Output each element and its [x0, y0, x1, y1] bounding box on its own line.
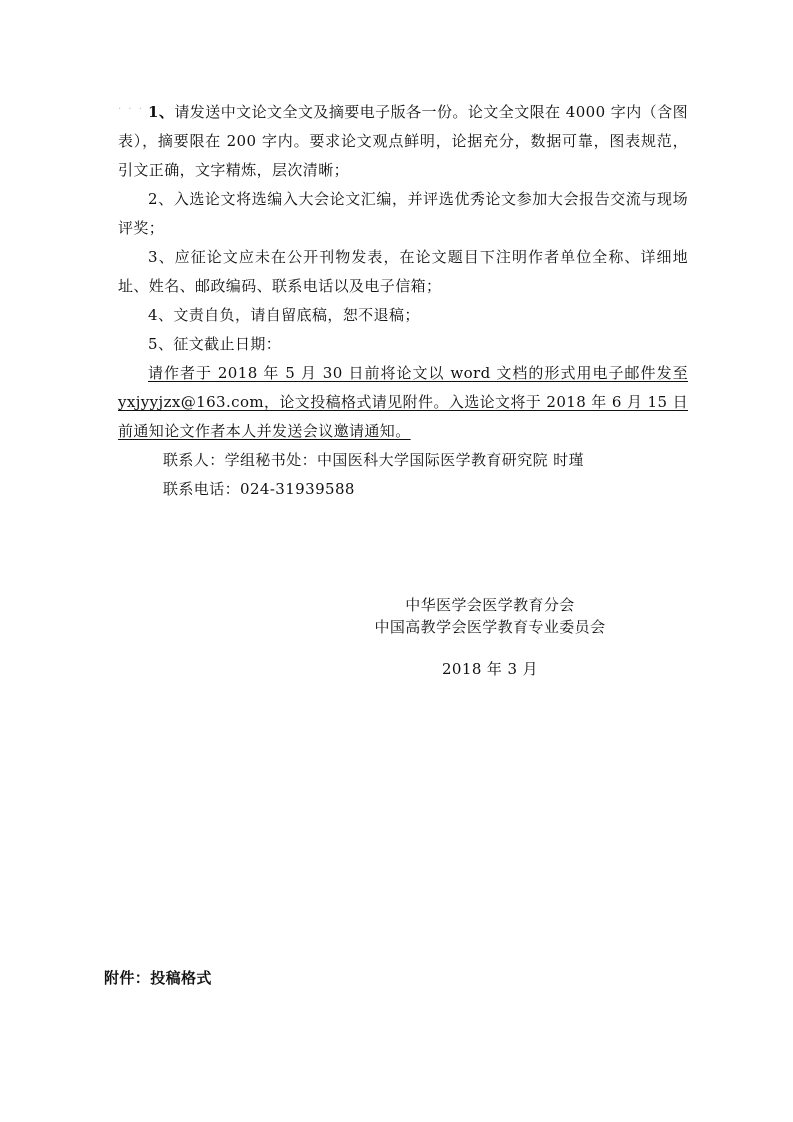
item-5: 5、征文截止日期： — [148, 335, 282, 353]
item-1 — [118, 98, 688, 185]
item-1-text: 请发送中文论文全文及摘要电子版各一份。论文全文限在 4000 字内（含图表），摘要限在 200 字内。要求论文观点鲜明，论据充分，数据可靠，图表规范，引文正确，文字精炼，层次清晰； — [118, 103, 688, 179]
signature-org-1: 中华医学会医学教育分会 — [405, 596, 575, 614]
signature-org-2: 中国高教学会医学教育专业委员会 — [374, 618, 606, 636]
deadline-note — [118, 359, 688, 446]
item-4: 4、文责自负，请自留底稿，恕不退稿； — [148, 306, 420, 324]
deadline-note-text: 请作者于 2018 年 5 月 30 日前将论文以 word 文档的形式用电子邮件发至 yxjyyjzx@163.com，论文投稿格式请见附件。入选论文将于 2018 年 6 月 15 日前通知论文作者本人并发送会议邀请通知。 — [118, 364, 689, 440]
signature-date: 2018 年 3 月 — [441, 660, 539, 678]
attachment-label: 附件：投稿格式 — [104, 969, 212, 987]
contact-person: 联系人：学组秘书处：中国医科大学国际医学教育研究院 时瑾 — [163, 451, 584, 469]
document-body — [118, 98, 688, 504]
leading-marks: . . . — [118, 101, 144, 112]
contact-phone: 联系电话：024-31939588 — [163, 480, 355, 498]
item-1-number: 1、 — [148, 103, 175, 121]
item-2: 2、入选论文将选编入大会论文汇编，并评选优秀论文参加大会报告交流与现场评奖； — [118, 190, 688, 237]
item-3: 3、应征论文应未在公开刊物发表，在论文题目下注明作者单位全称、详细地址、姓名、邮政编码、联系电话以及电子信箱； — [118, 248, 688, 295]
